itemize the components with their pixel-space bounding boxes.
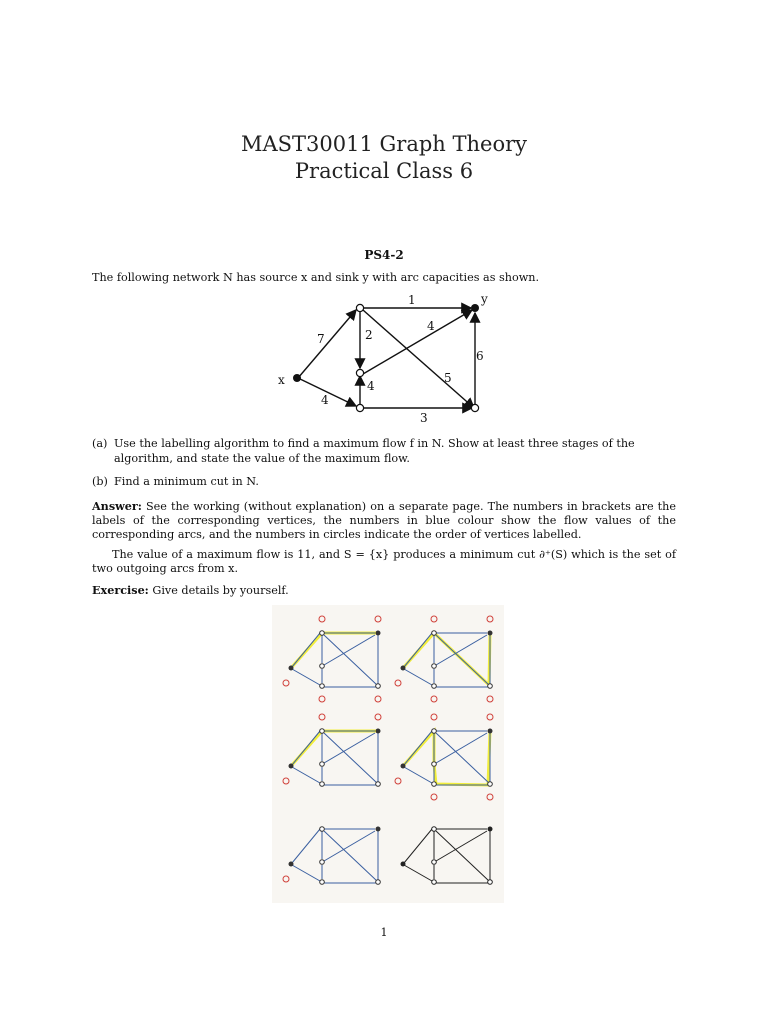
source-vertex	[293, 374, 301, 382]
capacity-label: 4	[321, 393, 329, 407]
part-a	[92, 436, 676, 466]
document-title-line1: MAST30011 Graph Theory	[240, 132, 528, 156]
vertex-bottom-left	[356, 404, 363, 411]
capacity-label: 4	[427, 319, 435, 333]
sink-vertex	[471, 304, 479, 312]
capacity-label: 4	[367, 379, 375, 393]
part-b-text: Find a minimum cut in N.	[114, 475, 259, 488]
capacity-label: 5	[444, 371, 452, 385]
arc-top-br	[363, 310, 474, 408]
max-flow-paragraph: The value of a maximum flow is 11, and S = {x} produces a minimum cut ∂⁺(S) which is the set of two outgoing arcs from x.	[92, 548, 676, 575]
arc-x-top	[298, 310, 356, 378]
exercise-paragraph	[92, 583, 676, 598]
part-b-label: (b)	[92, 475, 108, 488]
working-scan-image	[272, 605, 504, 903]
network-diagram	[270, 290, 500, 425]
vertex-mid	[356, 369, 363, 376]
arc-mid-y	[363, 310, 472, 374]
vertex-top	[356, 304, 363, 311]
section-heading: PS4-2	[364, 248, 404, 262]
capacity-label: 2	[365, 328, 373, 342]
sink-label: y	[481, 292, 488, 306]
capacity-label: 6	[476, 349, 484, 363]
vertex-bottom-right	[471, 404, 478, 411]
part-a-text: Use the labelling algorithm to find a maximum flow f in N. Show at least three stages of the algorithm, and state the value of the maximum flow.	[114, 437, 635, 465]
exercise-text: Give details by yourself.	[152, 584, 289, 597]
page-number: 1	[380, 926, 388, 939]
answer-label: Answer:	[92, 499, 142, 513]
capacity-label: 7	[317, 332, 325, 346]
answer-text: See the working (without explanation) on a separate page. The numbers in brackets are the labels of the corresponding vertices, the numbers in blue colour show the flow values of the corresponding arcs, and the numbers in circles indicate the order of vertices labelled.	[92, 500, 676, 541]
part-b	[92, 474, 676, 489]
part-a-label: (a)	[92, 437, 108, 450]
capacity-label: 1	[408, 293, 416, 307]
source-label: x	[278, 373, 285, 387]
answer-paragraph	[92, 499, 676, 542]
exercise-label: Exercise:	[92, 583, 149, 597]
intro-text: The following network N has source x and sink y with arc capacities as shown.	[92, 271, 540, 284]
document-title-line2: Practical Class 6	[294, 159, 474, 183]
capacity-label: 3	[420, 411, 428, 425]
